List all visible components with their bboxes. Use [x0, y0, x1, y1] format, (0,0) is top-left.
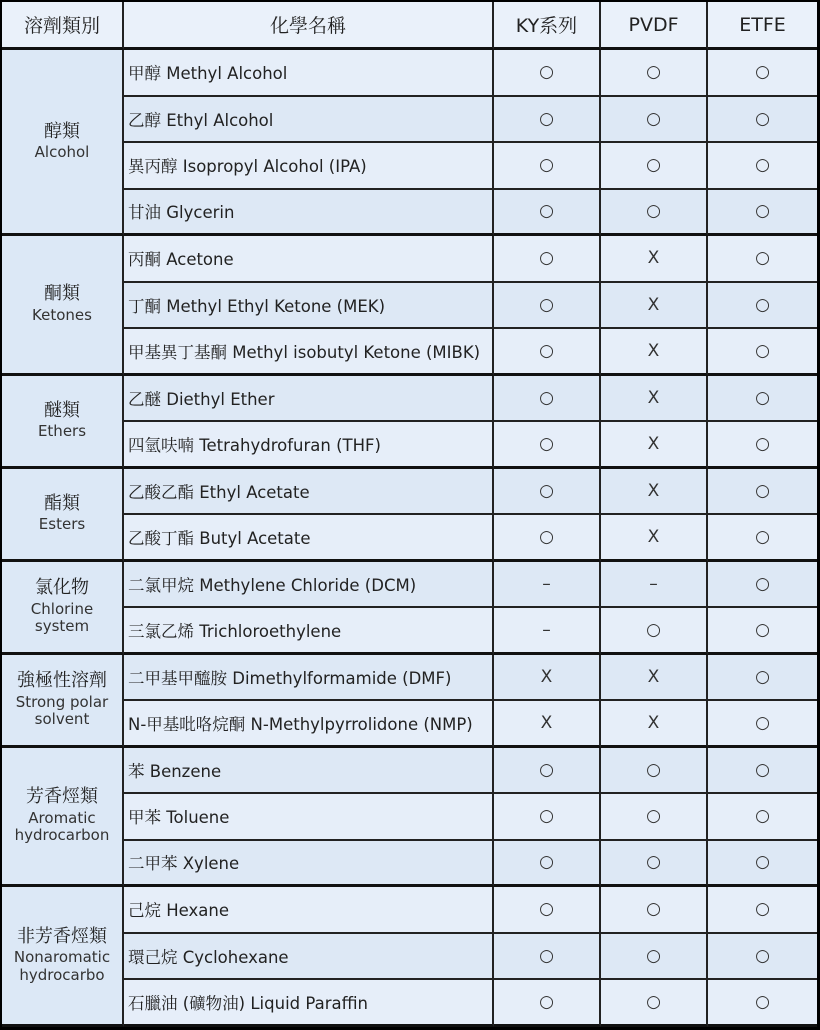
pvdf-rating: ○: [601, 608, 708, 655]
category-name-zh: 氯化物: [35, 576, 89, 598]
ky-series-rating: X: [494, 701, 601, 748]
pvdf-rating: X: [601, 329, 708, 376]
pvdf-rating: ○: [601, 748, 708, 795]
etfe-rating: ○: [708, 701, 817, 748]
category-name-en: Alcohol: [34, 143, 90, 162]
ky-series-rating: –: [494, 562, 601, 609]
table-body: [2, 50, 817, 1027]
ky-series-rating: ○: [494, 469, 601, 516]
category-cell: [2, 748, 124, 888]
header-solvent-category: 溶劑類別: [2, 2, 124, 50]
category-cell: [2, 887, 124, 1027]
table-row: [2, 50, 817, 97]
etfe-rating: ○: [708, 97, 817, 144]
header-pvdf: PVDF: [601, 2, 708, 50]
table-row: [2, 748, 817, 795]
pvdf-rating: ○: [601, 841, 708, 888]
pvdf-rating: ○: [601, 97, 708, 144]
table-row: [2, 887, 817, 934]
table-row: [2, 329, 817, 376]
pvdf-rating: X: [601, 469, 708, 516]
chemical-name-cell: 苯 Benzene: [124, 748, 494, 795]
category-name-zh: 醇類: [44, 120, 80, 142]
chemical-name-cell: 乙酸丁酯 Butyl Acetate: [124, 515, 494, 562]
pvdf-rating: X: [601, 655, 708, 702]
table-row: [2, 934, 817, 981]
category-name-zh: 酮類: [44, 283, 80, 305]
category-cell: [2, 236, 124, 376]
chemical-name-cell: 甘油 Glycerin: [124, 190, 494, 237]
pvdf-rating: X: [601, 283, 708, 330]
chemical-name-cell: 二氯甲烷 Methylene Chloride (DCM): [124, 562, 494, 609]
pvdf-rating: ○: [601, 50, 708, 97]
category-name-en: Strong polar solvent: [15, 692, 109, 728]
ky-series-rating: ○: [494, 980, 601, 1027]
category-cell: [2, 469, 124, 562]
chemical-name-cell: 乙醚 Diethyl Ether: [124, 376, 494, 423]
ky-series-rating: ○: [494, 887, 601, 934]
table-row: [2, 283, 817, 330]
table-row: [2, 422, 817, 469]
chemical-name-cell: 二甲基甲醯胺 Dimethylformamide (DMF): [124, 655, 494, 702]
ky-series-rating: –: [494, 608, 601, 655]
pvdf-rating: X: [601, 515, 708, 562]
category-name-en: Aromatic hydrocarbon: [14, 808, 110, 845]
ky-series-rating: ○: [494, 748, 601, 795]
chemical-name-cell: 四氫呋喃 Tetrahydrofuran (THF): [124, 422, 494, 469]
ky-series-rating: ○: [494, 50, 601, 97]
table-row: [2, 841, 817, 888]
pvdf-rating: X: [601, 376, 708, 423]
table-row: [2, 97, 817, 144]
pvdf-rating: ○: [601, 980, 708, 1027]
category-name-zh: 芳香烴類: [26, 786, 98, 808]
table-row: [2, 980, 817, 1027]
table-row: [2, 608, 817, 655]
table-row: [2, 236, 817, 283]
etfe-rating: ○: [708, 887, 817, 934]
category-name-zh: 強極性溶劑: [17, 669, 107, 691]
table-row: [2, 515, 817, 562]
pvdf-rating: X: [601, 422, 708, 469]
etfe-rating: ○: [708, 934, 817, 981]
category-cell: [2, 655, 124, 748]
table-row: [2, 190, 817, 237]
pvdf-rating: ○: [601, 934, 708, 981]
ky-series-rating: ○: [494, 376, 601, 423]
pvdf-rating: X: [601, 701, 708, 748]
table-row: [2, 376, 817, 423]
category-name-zh: 酯類: [44, 492, 80, 514]
table-row: [2, 794, 817, 841]
etfe-rating: ○: [708, 794, 817, 841]
ky-series-rating: ○: [494, 143, 601, 190]
etfe-rating: ○: [708, 143, 817, 190]
chemical-name-cell: 乙醇 Ethyl Alcohol: [124, 97, 494, 144]
chemical-name-cell: 環己烷 Cyclohexane: [124, 934, 494, 981]
header-chemical-name: 化學名稱: [124, 2, 494, 50]
ky-series-rating: ○: [494, 283, 601, 330]
header-row: [2, 2, 817, 50]
ky-series-rating: ○: [494, 794, 601, 841]
etfe-rating: ○: [708, 422, 817, 469]
pvdf-rating: ○: [601, 190, 708, 237]
solvent-compatibility-table: [2, 2, 817, 1027]
category-cell: [2, 50, 124, 236]
etfe-rating: ○: [708, 980, 817, 1027]
chemical-name-cell: 異丙醇 Isopropyl Alcohol (IPA): [124, 143, 494, 190]
ky-series-rating: ○: [494, 515, 601, 562]
ky-series-rating: ○: [494, 934, 601, 981]
pvdf-rating: ○: [601, 794, 708, 841]
chemical-name-cell: 三氯乙烯 Trichloroethylene: [124, 608, 494, 655]
chemical-name-cell: 甲苯 Toluene: [124, 794, 494, 841]
pvdf-rating: –: [601, 562, 708, 609]
chemical-name-cell: 甲基異丁基酮 Methyl isobutyl Ketone (MIBK): [124, 329, 494, 376]
etfe-rating: ○: [708, 50, 817, 97]
etfe-rating: ○: [708, 655, 817, 702]
etfe-rating: ○: [708, 190, 817, 237]
ky-series-rating: ○: [494, 97, 601, 144]
category-name-en: Nonaromatic hydrocarbo: [13, 948, 111, 984]
table-row: [2, 469, 817, 516]
etfe-rating: ○: [708, 236, 817, 283]
table-row: [2, 143, 817, 190]
chemical-name-cell: 石臘油 (礦物油) Liquid Paraffin: [124, 980, 494, 1027]
etfe-rating: ○: [708, 608, 817, 655]
etfe-rating: ○: [708, 748, 817, 795]
chemical-name-cell: 丙酮 Acetone: [124, 236, 494, 283]
ky-series-rating: ○: [494, 190, 601, 237]
chemical-name-cell: 甲醇 Methyl Alcohol: [124, 50, 494, 97]
ky-series-rating: ○: [494, 422, 601, 469]
chemical-name-cell: N-甲基吡咯烷酮 N-Methylpyrrolidone (NMP): [124, 701, 494, 748]
etfe-rating: ○: [708, 562, 817, 609]
etfe-rating: ○: [708, 283, 817, 330]
ky-series-rating: X: [494, 655, 601, 702]
header-ky-series: KY系列: [494, 2, 601, 50]
category-name-zh: 非芳香烴類: [17, 925, 107, 947]
chemical-name-cell: 二甲苯 Xylene: [124, 841, 494, 888]
chemical-name-cell: 乙酸乙酯 Ethyl Acetate: [124, 469, 494, 516]
etfe-rating: ○: [708, 515, 817, 562]
pvdf-rating: X: [601, 236, 708, 283]
table-row: [2, 655, 817, 702]
etfe-rating: ○: [708, 329, 817, 376]
category-name-en: Ethers: [37, 422, 87, 441]
category-cell: [2, 562, 124, 655]
header-etfe: ETFE: [708, 2, 817, 50]
ky-series-rating: ○: [494, 329, 601, 376]
table-row: [2, 701, 817, 748]
category-name-en: Chlorine system: [30, 599, 94, 635]
ky-series-rating: ○: [494, 236, 601, 283]
category-cell: [2, 376, 124, 469]
table-row: [2, 562, 817, 609]
category-name-en: Esters: [38, 515, 86, 534]
chemical-name-cell: 丁酮 Methyl Ethyl Ketone (MEK): [124, 283, 494, 330]
category-name-en: Ketones: [32, 305, 92, 324]
pvdf-rating: ○: [601, 887, 708, 934]
category-name-zh: 醚類: [44, 399, 80, 421]
chemical-name-cell: 己烷 Hexane: [124, 887, 494, 934]
etfe-rating: ○: [708, 376, 817, 423]
etfe-rating: ○: [708, 469, 817, 516]
etfe-rating: ○: [708, 841, 817, 888]
ky-series-rating: ○: [494, 841, 601, 888]
pvdf-rating: ○: [601, 143, 708, 190]
